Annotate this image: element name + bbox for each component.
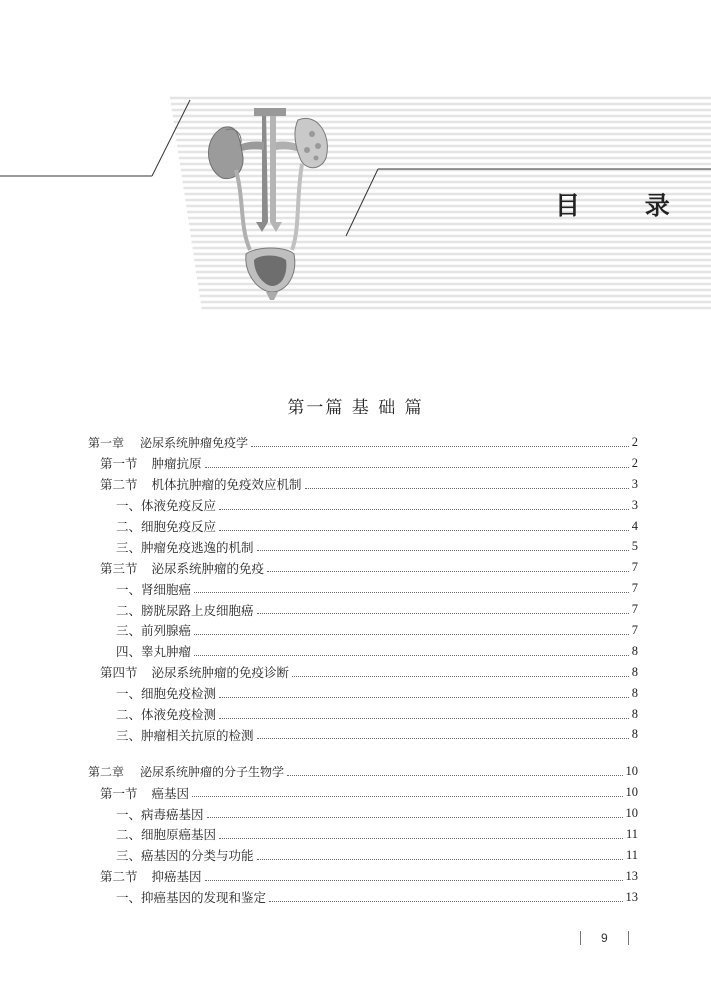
toc-item[interactable]	[88, 803, 638, 824]
dot-leader	[194, 634, 629, 635]
dot-leader	[287, 775, 622, 776]
chapter-title: 泌尿系统肿瘤的分子生物学	[140, 765, 285, 780]
part-title: 第一篇 基 础 篇	[287, 398, 424, 418]
slant-rule-right-diagonal	[346, 169, 378, 236]
page-number: 10	[625, 764, 638, 779]
page-number: 3	[631, 476, 638, 491]
dot-leader	[292, 676, 629, 677]
section-title: 泌尿系统肿瘤的免疫	[151, 560, 265, 576]
page-number: 13	[625, 889, 638, 904]
item-title: 一、肾细胞癌	[116, 581, 192, 597]
item-title: 一、病毒癌基因	[116, 806, 204, 822]
footer-page-number: 9	[601, 931, 608, 945]
dot-leader	[219, 697, 629, 698]
toc-item[interactable]	[88, 620, 638, 641]
section-title: 抑癌基因	[151, 869, 202, 885]
section-number: 第一节	[100, 785, 138, 801]
dot-leader	[219, 718, 629, 719]
item-title: 二、细胞免疫反应	[116, 519, 217, 534]
footer-divider	[628, 931, 629, 945]
header-decoration	[0, 0, 711, 330]
table-of-contents	[88, 432, 638, 908]
dot-leader	[251, 446, 629, 447]
section-number: 第四节	[100, 665, 138, 681]
item-title: 一、体液免疫反应	[116, 498, 217, 514]
item-title: 三、前列腺癌	[116, 623, 192, 639]
dot-leader	[192, 796, 622, 797]
section-number: 第三节	[100, 560, 138, 576]
item-title: 一、细胞免疫检测	[116, 686, 217, 702]
item-title: 二、细胞原癌基因	[116, 827, 217, 843]
chapter-title: 泌尿系统肿瘤免疫学	[140, 435, 249, 450]
toc-item[interactable]	[88, 578, 638, 599]
dot-leader	[219, 838, 623, 839]
page-footer	[580, 930, 629, 946]
section-title: 癌基因	[151, 785, 190, 801]
page-number: 8	[631, 706, 638, 721]
page-number: 2	[631, 434, 638, 449]
dot-leader	[219, 530, 629, 531]
page-number: 11	[625, 826, 638, 841]
item-title: 三、癌基因的分类与功能	[116, 848, 254, 864]
item-title: 三、肿瘤免疫逃逸的机制	[116, 539, 254, 555]
page-number: 3	[631, 497, 638, 512]
page-number: 7	[631, 622, 638, 637]
page-number: 7	[631, 560, 638, 575]
page-number: 13	[625, 868, 638, 883]
toc-chapter-2[interactable]	[88, 761, 638, 782]
chapter-number: 第一章	[88, 435, 125, 450]
dot-leader	[257, 738, 629, 739]
dot-leader	[267, 571, 629, 572]
page-number: 7	[631, 602, 638, 617]
dot-leader	[205, 880, 623, 881]
dot-leader	[194, 592, 629, 593]
toc-section[interactable]	[88, 782, 638, 803]
toc-item[interactable]	[88, 516, 638, 537]
page-number: 5	[631, 539, 638, 554]
page-number: 7	[631, 581, 638, 596]
section-number: 第二节	[100, 869, 138, 885]
chapter-2-entries	[88, 782, 638, 907]
item-title: 四、睾丸肿瘤	[116, 644, 192, 660]
toc-section[interactable]	[88, 474, 638, 495]
dot-leader	[207, 817, 623, 818]
item-title: 二、体液免疫检测	[116, 707, 217, 723]
page-number: 8	[631, 664, 638, 679]
toc-item[interactable]	[88, 536, 638, 557]
dot-leader	[257, 613, 629, 614]
toc-item[interactable]	[88, 824, 638, 845]
item-title: 三、肿瘤相关抗原的检测	[116, 727, 254, 743]
page-number: 11	[625, 847, 638, 862]
section-number: 第一节	[100, 456, 138, 472]
dot-leader	[257, 859, 623, 860]
page-number: 10	[625, 806, 638, 821]
dot-leader	[205, 467, 629, 468]
page-number: 2	[631, 455, 638, 470]
toc-item[interactable]	[88, 887, 638, 908]
section-number: 第二节	[100, 477, 138, 493]
item-title: 一、抑癌基因的发现和鉴定	[116, 890, 267, 906]
dot-leader	[194, 655, 629, 656]
toc-chapter-1[interactable]	[88, 432, 638, 453]
item-title: 二、膀胱尿路上皮细胞癌	[116, 602, 254, 618]
toc-item[interactable]	[88, 724, 638, 745]
page-number: 8	[631, 685, 638, 700]
toc-section[interactable]	[88, 866, 638, 887]
toc-section[interactable]	[88, 453, 638, 474]
chapter-1-entries	[88, 453, 638, 745]
footer-divider	[580, 931, 581, 945]
dot-leader	[269, 901, 622, 902]
dot-leader	[257, 550, 629, 551]
dot-leader	[305, 488, 629, 489]
toc-item[interactable]	[88, 683, 638, 704]
section-title: 泌尿系统肿瘤的免疫诊断	[151, 665, 290, 681]
toc-item[interactable]	[88, 599, 638, 620]
chapter-number: 第二章	[88, 765, 125, 780]
toc-item[interactable]	[88, 641, 638, 662]
toc-section[interactable]	[88, 557, 638, 578]
section-title: 机体抗肿瘤的免疫效应机制	[151, 477, 302, 493]
page-number: 10	[625, 785, 638, 800]
section-title: 肿瘤抗原	[151, 456, 202, 472]
chapter-gap	[88, 745, 638, 761]
dot-leader	[219, 509, 629, 510]
page-number: 8	[631, 727, 638, 742]
toc-section[interactable]	[88, 662, 638, 683]
page-number: 4	[631, 518, 638, 533]
page-title: 目 录	[555, 191, 698, 220]
toc-item[interactable]	[88, 495, 638, 516]
toc-item[interactable]	[88, 845, 638, 866]
toc-item[interactable]	[88, 704, 638, 725]
page-number: 8	[631, 643, 638, 658]
